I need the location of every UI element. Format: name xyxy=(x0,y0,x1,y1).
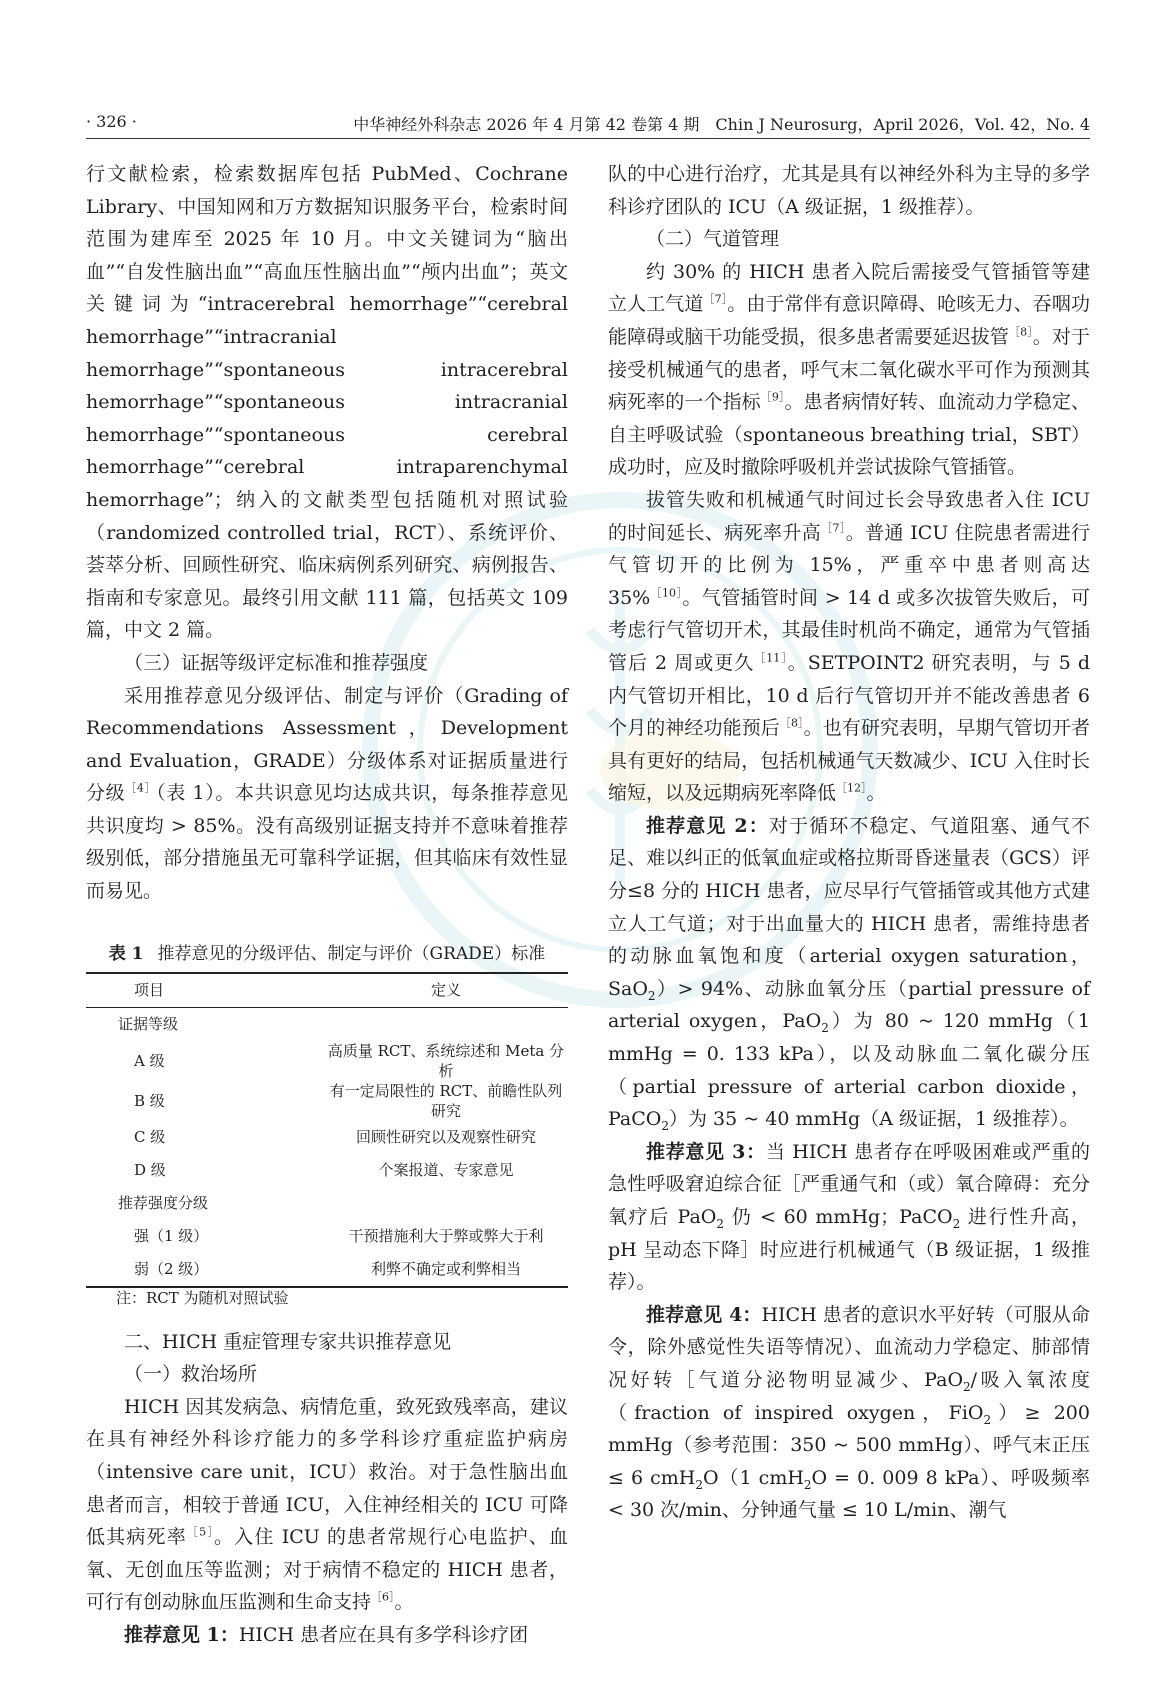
page-header xyxy=(86,108,1090,139)
table-header-row xyxy=(86,973,568,1008)
citation-ref[interactable]: ［9］ xyxy=(760,390,785,404)
table-row: A 级 高质量 RCT、系统综述和 Meta 分析 xyxy=(134,1041,565,1080)
page-number: · 326 · xyxy=(86,112,137,131)
recommendation-4: 推荐意见 4：HICH 患者的意识水平好转（可服从命令，除外感觉性失语等情况）、血流动力学稳定、肺部情况好转［气道分泌物明显减少、PaO$_2$/吸入氧浓度（fraction of inspired oxygen，FiO$_2$）≥ 200 mmHg（参考范围：350 ~ 500 mmHg）、呼气末正压 ≤ 6 cmH$_2$O（1 cmH$_2$O = 0. 009 8 kPa）、呼吸频率 < 30 次/min、分钟通气量 ≤ 10 L/min、潮气 xyxy=(608,1303,1090,1522)
recommendation-label: 推荐意见 3： xyxy=(646,1140,766,1163)
citation-ref[interactable]: ［7］ xyxy=(821,521,846,535)
column-header-item: 项目 xyxy=(134,981,165,1000)
table-caption: 表 1 推荐意见的分级评估、制定与评价（GRADE）标准 xyxy=(108,943,546,964)
recommendation-2: 推荐意见 2：对于循环不稳定、气道阻塞、通气不足、难以纠正的低氧血症或格拉斯哥昏迷量表（GCS）评分≤8 分的 HICH 患者，应尽早行气管插管或其他方式建立人工气道；对于出血量大的 HICH 患者，需维持患者的动脉血氧饱和度（arterial oxygen saturation，SaO$_2$）> 94%、动脉血氧分压（partial pressure of arterial oxygen，PaO$_2$）为 80 ~ 120 mmHg（1 mmHg = 0. 133 kPa），以及动脉血二氧化碳分压（partial pressure of arterial carbon dioxide，PaCO$_2$）为 35 ~ 40 mmHg（A 级证据，1 级推荐）。 xyxy=(608,814,1091,1134)
paragraph-airway-1: 约 30% 的 HICH 患者入院后需接受气管插管等建立人工气道$^{[7]}$。由于常伴有意识障碍、呛咳无力、吞咽功能障碍或脑干功能受损，很多患者需要延迟拔管$^{[8]}$。对于接受机械通气的患者，呼气末二氧化碳水平可作为预测其病死率的一个指标$^{[9]}$。患者病情好转、血流动力学稳定、自主呼吸试验（spontaneous breathing trial，SBT）成功时，应及时撤除呼吸机并尝试拔除气管插管。 xyxy=(608,260,1090,479)
recommendation-label: 推荐意见 4： xyxy=(646,1303,762,1326)
journal-citation: 中华神经外科杂志 2026 年 4 月第 42 卷第 4 期 Chin J Neurosurg，April 2026，Vol. 42，No. 4 xyxy=(353,115,1090,134)
paragraph-airway-2: 拔管失败和机械通气时间过长会导致患者入住 ICU 的时间延长、病死率升高$^{[7]}$。普通 ICU 住院患者需进行气管切开的比例为 15%，严重卒中患者则高达 35%$^{[10]}$。气管插管时间 > 14 d 或多次拔管失败后，可考虑行气管切开术，其最佳时机尚不确定，通常为气管插管后 2 周或更久$^{[11]}$。SETPOINT2 研究表明，与 5 d 内气管切开相比，10 d 后行气管切开并不能改善患者 6 个月的神经功能预后$^{[8]}$。也有研究表明，早期气管切开者具有更好的结局，包括机械通气天数减少、ICU 入住时长缩短，以及远期病死率降低$^{[12]}$。 xyxy=(608,488,1091,805)
citation-ref[interactable]: ［10］ xyxy=(650,586,683,600)
table-row: B 级 有一定局限性的 RCT、前瞻性队列研究 xyxy=(134,1081,563,1120)
table-row: C 级 回顾性研究以及观察性研究 xyxy=(134,1128,536,1147)
paragraph-grade: 采用推荐意见分级评估、制定与评价（Grading of Recommendations Assessment，Development and Evaluation，GRADE）分级体系对证据质量进行分级$^{[4]}$（表 1）。本共识意见均达成共识，每条推荐意见共识度均 > 85%。没有高级别证据支持并不意味着推荐级别低，部分措施虽无可靠科学证据，但其临床有效性显而易见。 xyxy=(86,684,568,903)
table-row: 弱（2 级） 利弊不确定或利弊相当 xyxy=(86,1253,568,1287)
paragraph-search: 行文献检索，检索数据库包括 PubMed、Cochrane Library、中国知网和万方数据知识服务平台，检索时间范围为建库至 2025 年 10 月。中文关键词为“脑出血”“自发性脑出血”“高血压性脑出血”“颅内出血”；英文关键词为“intracerebral hemorrhage”“cerebral hemorrhage”“intracranial hemorrhage”“spontaneous intracerebral hemorrhage”“spontaneous intracranial hemorrhage”“spontaneous cerebral hemorrhage”“cerebral intraparenchymal hemorrhage”；纳入的文献类型包括随机对照试验（randomized controlled trial，RCT）、系统评价、荟萃分析、回顾性研究、临床病例系列研究、病例报告、指南和专家意见。最终引用文献 111 篇，包括英文 109 篇，中文 2 篇。 xyxy=(86,163,568,642)
citation-ref[interactable]: ［8］ xyxy=(779,716,804,730)
citation-ref[interactable]: ［12］ xyxy=(836,781,867,795)
left-column xyxy=(86,158,568,1652)
recommendation-label: 推荐意见 2： xyxy=(646,814,769,837)
table-grade xyxy=(86,944,568,1308)
citation-ref[interactable]: ［11］ xyxy=(754,651,788,665)
table-group-row: 证据等级 xyxy=(118,1015,179,1034)
recommendation-label: 推荐意见 1： xyxy=(124,1624,239,1646)
grade-table xyxy=(86,972,568,1288)
table-note: 注：RCT 为随机对照试验 xyxy=(116,1288,289,1307)
subheading-evidence-grade: （三）证据等级评定标准和推荐强度 xyxy=(124,651,429,674)
section-heading-recommendations: 二、HICH 重症管理专家共识推荐意见 xyxy=(124,1330,452,1353)
paragraph-treatment-site: HICH 因其发病急、病情危重，致死致残率高，建议在具有神经外科诊疗能力的多学科诊疗重症监护病房（intensive care unit，ICU）救治。对于急性脑出血患者而言，相较于普通 ICU，入住神经相关的 ICU 可降低其病死率$^{[5]}$。入住 ICU 的患者常规行心电监护、血氧、无创血压等监测；对于病情不稳定的 HICH 患者，可行有创动脉血压监测和生命支持$^{[6]}$。 xyxy=(86,1395,568,1614)
right-column xyxy=(608,158,1090,1527)
recommendation-1-continued: 队的中心进行治疗，尤其是具有以神经外科为主导的多学科诊疗团队的 ICU（A 级证据，1 级推荐）。 xyxy=(608,163,1090,218)
subheading-airway: （二）气道管理 xyxy=(646,228,780,251)
citation-ref[interactable]: ［4］ xyxy=(125,781,157,795)
recommendation-3: 推荐意见 3：当 HICH 患者存在呼吸困难或严重的急性呼吸窘迫综合征［严重通气和（或）氧合障碍：充分氧疗后 PaO$_2$ 仍 < 60 mmHg；PaCO$_2$ 进行性升高，pH 呈动态下降］时应进行机械通气（B 级证据，1 级推荐）。 xyxy=(608,1140,1091,1294)
citation-ref[interactable]: ［7］ xyxy=(703,293,728,307)
citation-ref[interactable]: ［8］ xyxy=(1009,325,1033,339)
subheading-treatment-site: （一）救治场所 xyxy=(124,1363,258,1386)
table-row: D 级 个案报道、专家意见 xyxy=(134,1161,514,1180)
citation-ref[interactable]: ［5］ xyxy=(186,1525,214,1539)
citation-ref[interactable]: ［6］ xyxy=(371,1591,395,1605)
column-header-definition: 定义 xyxy=(430,981,461,1000)
table-group-row: 推荐强度分级 xyxy=(118,1194,209,1213)
table-row: 强（1 级） 干预措施利大于弊或弊大于利 xyxy=(134,1227,544,1246)
recommendation-1: 推荐意见 1：HICH 患者应在具有多学科诊疗团 xyxy=(124,1624,529,1646)
